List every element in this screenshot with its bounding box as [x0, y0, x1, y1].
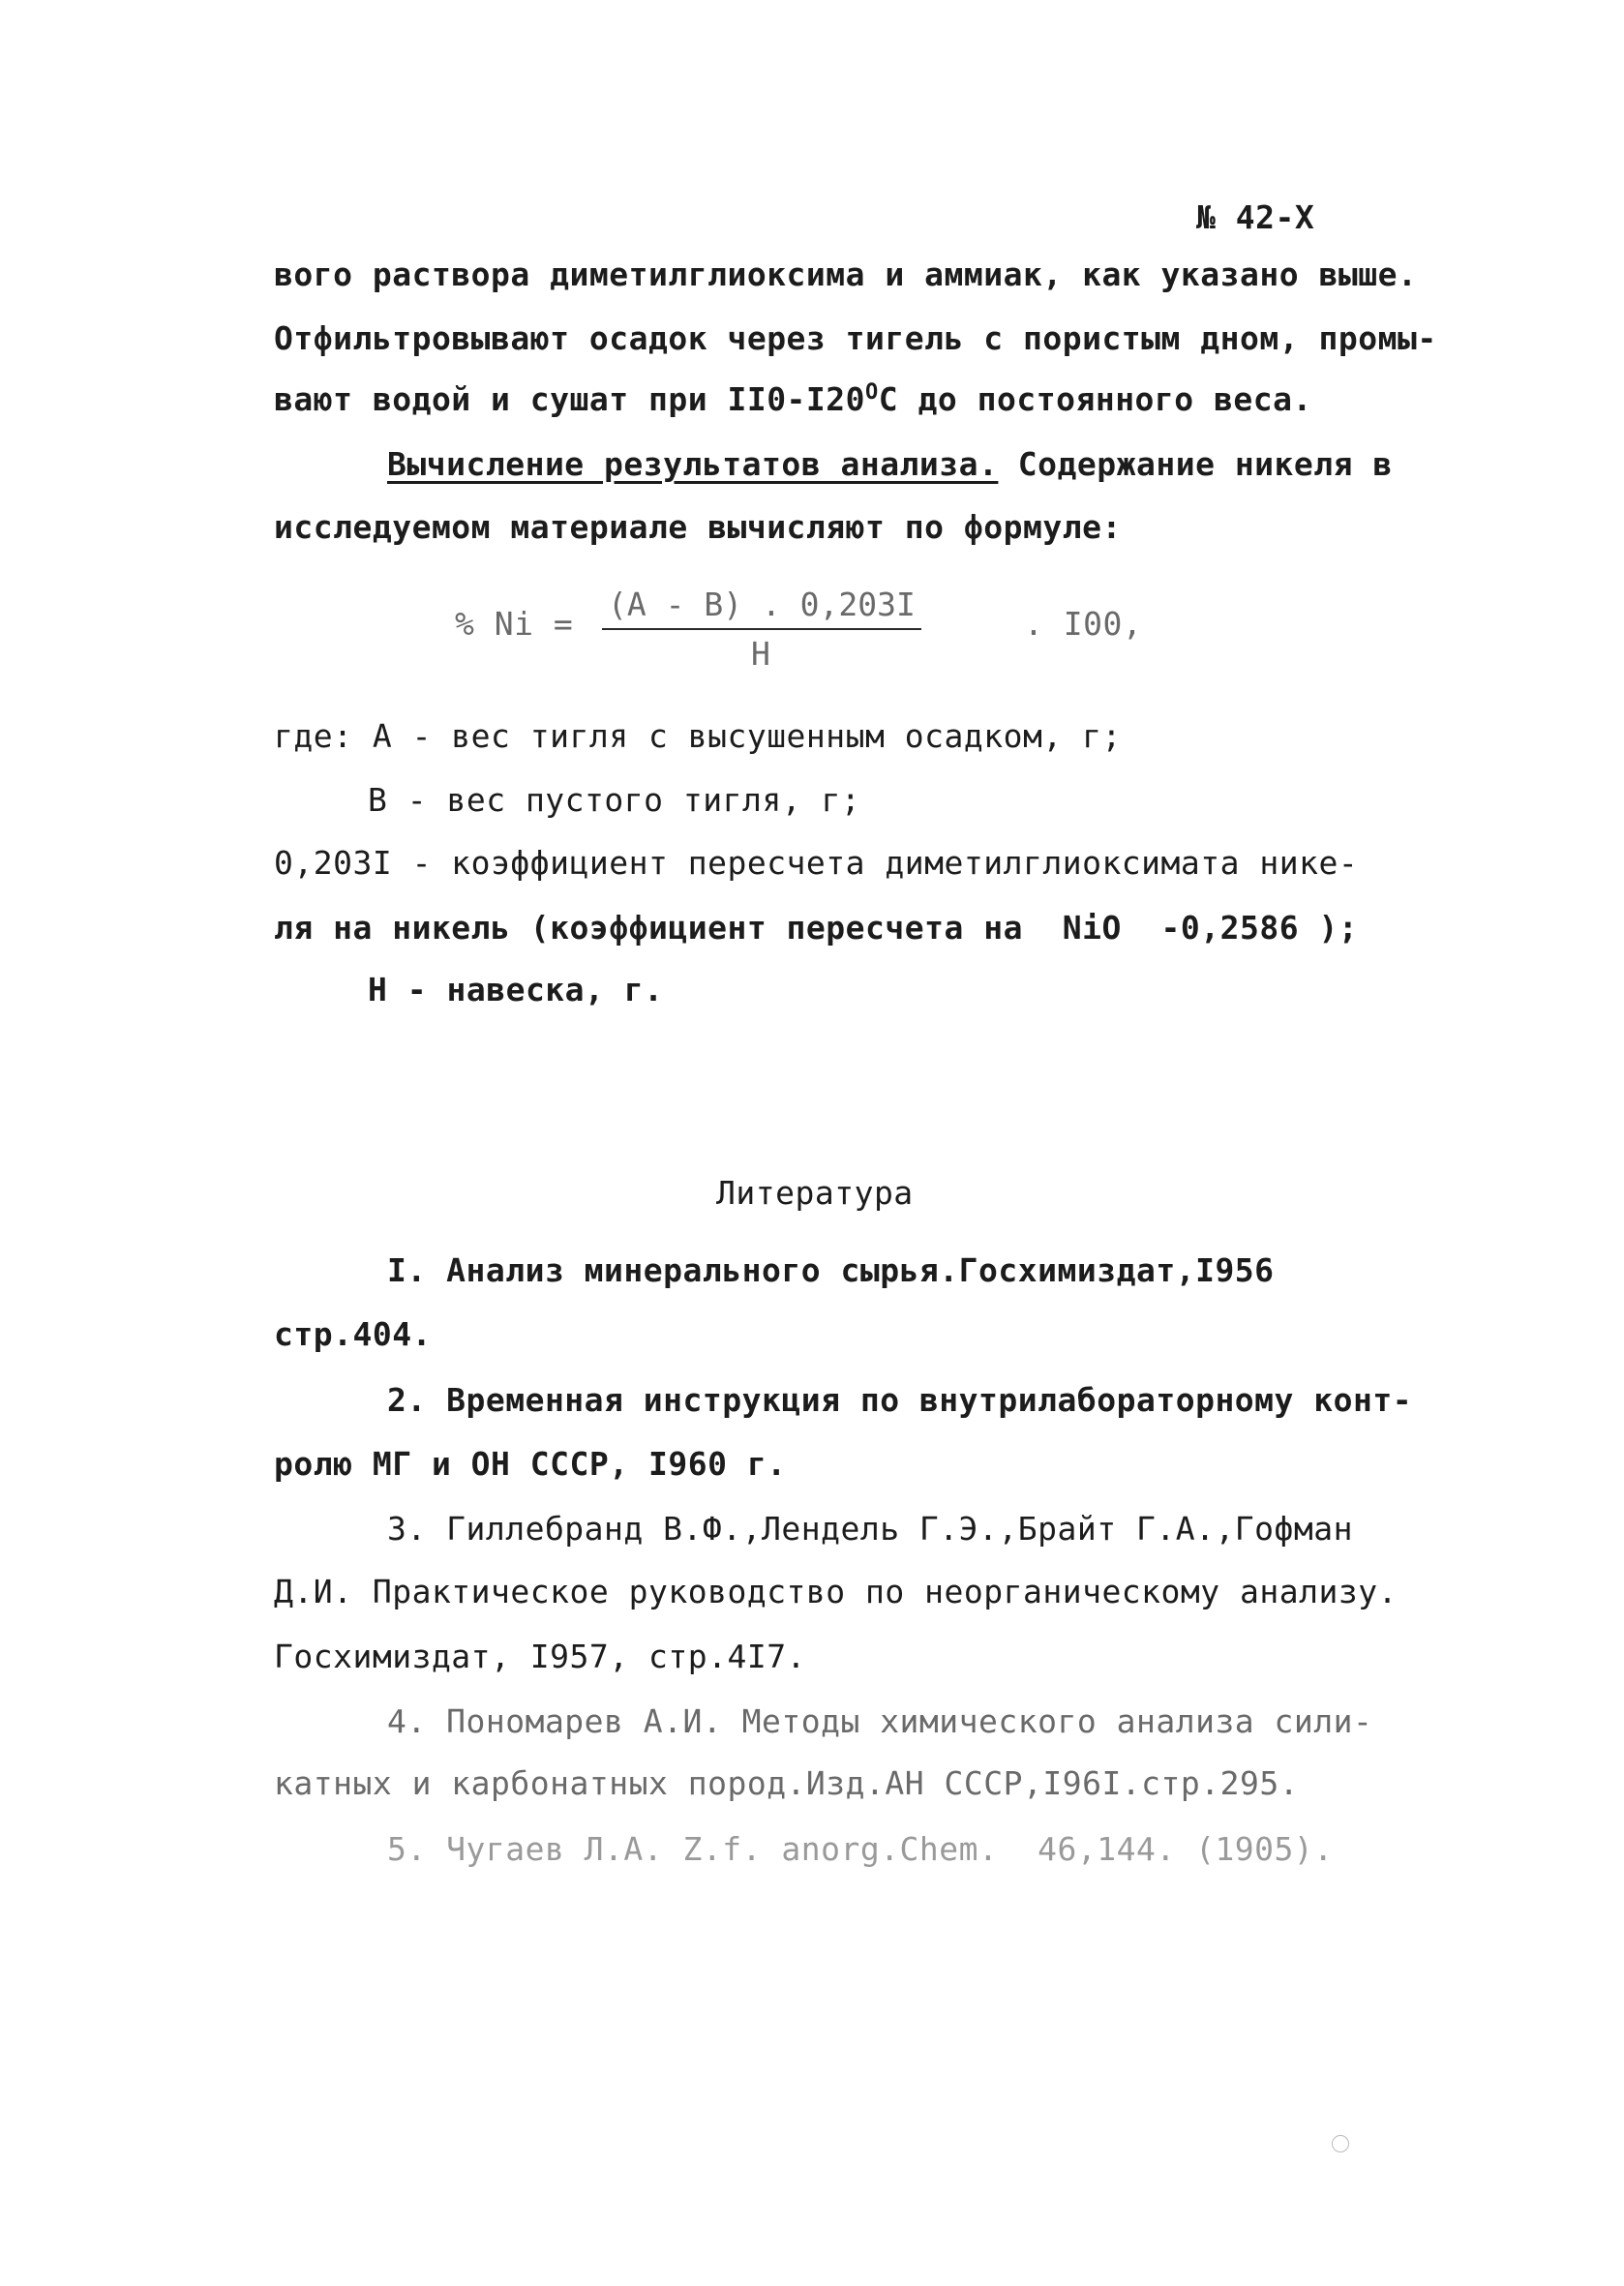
formula-tail: . I00,: [1024, 605, 1143, 643]
literature-item: 2. Временная инструкция по внутрилабораторному конт-: [387, 1381, 1413, 1419]
literature-item-cont: катных и карбонатных пород.Изд.АН СССР,I96I.стр.295.: [274, 1764, 1300, 1802]
degree-sup: О: [865, 380, 879, 405]
literature-item: 5. Чугаев Л.А. Z.f. anorg.Chem. 46,144. (1905).: [387, 1830, 1334, 1868]
literature-item: 4. Пономарев А.И. Методы химического анализа сили-: [387, 1702, 1373, 1740]
drying-tail: С до постоянного веса.: [878, 380, 1312, 418]
calc-line1-rest: Содержание никеля в: [998, 445, 1393, 483]
body-line-1: вого раствора диметилглиоксима и аммиак, как указано выше.: [274, 256, 1418, 293]
literature-item: 3. Гиллебранд В.Ф.,Лендель Г.Э.,Брайт Г.А.,Гофман: [387, 1510, 1354, 1548]
definition-coef: 0,203I - коэффициент пересчета диметилглиоксимата нике-: [274, 844, 1359, 882]
literature-item-cont: Д.И. Практическое руководство по неорганическому анализу.: [274, 1573, 1398, 1610]
definition-b: В - вес пустого тигля, г;: [368, 781, 861, 819]
formula-denominator: Н: [751, 635, 770, 673]
faint-mark: [1332, 2135, 1349, 2152]
formula-numerator: (А - В) . 0,203I: [602, 586, 921, 630]
definition-coef-cont: ля на никель (коэффициент пересчета на NiО -0,2586 );: [274, 909, 1359, 947]
calc-line-1: [387, 445, 1393, 484]
literature-item-cont: ролю МГ и ОН СССР, I960 г.: [274, 1445, 787, 1483]
calc-heading: Вычисление результатов анализа.: [387, 445, 999, 483]
literature-item: I. Анализ минерального сырья.Госхимиздат,I956: [387, 1251, 1275, 1289]
calc-line-2: исследуемом материале вычисляют по формуле:: [274, 508, 1122, 546]
definition-a: где: А - вес тигля с высушенным осадком, г;: [274, 717, 1122, 755]
page-number: № 42-Х: [1196, 198, 1315, 236]
literature-title: Литература: [716, 1174, 914, 1212]
body-line-2: Отфильтровывают осадок через тигель с пористым дном, промы-: [274, 319, 1437, 357]
literature-item-cont: Госхимиздат, I957, стр.4I7.: [274, 1638, 806, 1675]
body-line-3: [274, 380, 1312, 419]
formula-lhs: % Ni =: [455, 605, 574, 643]
literature-item-cont: стр.404.: [274, 1315, 432, 1353]
drying-text: вают водой и сушат при II0-I20: [274, 380, 866, 418]
definition-h: Н - навеска, г.: [368, 971, 664, 1008]
